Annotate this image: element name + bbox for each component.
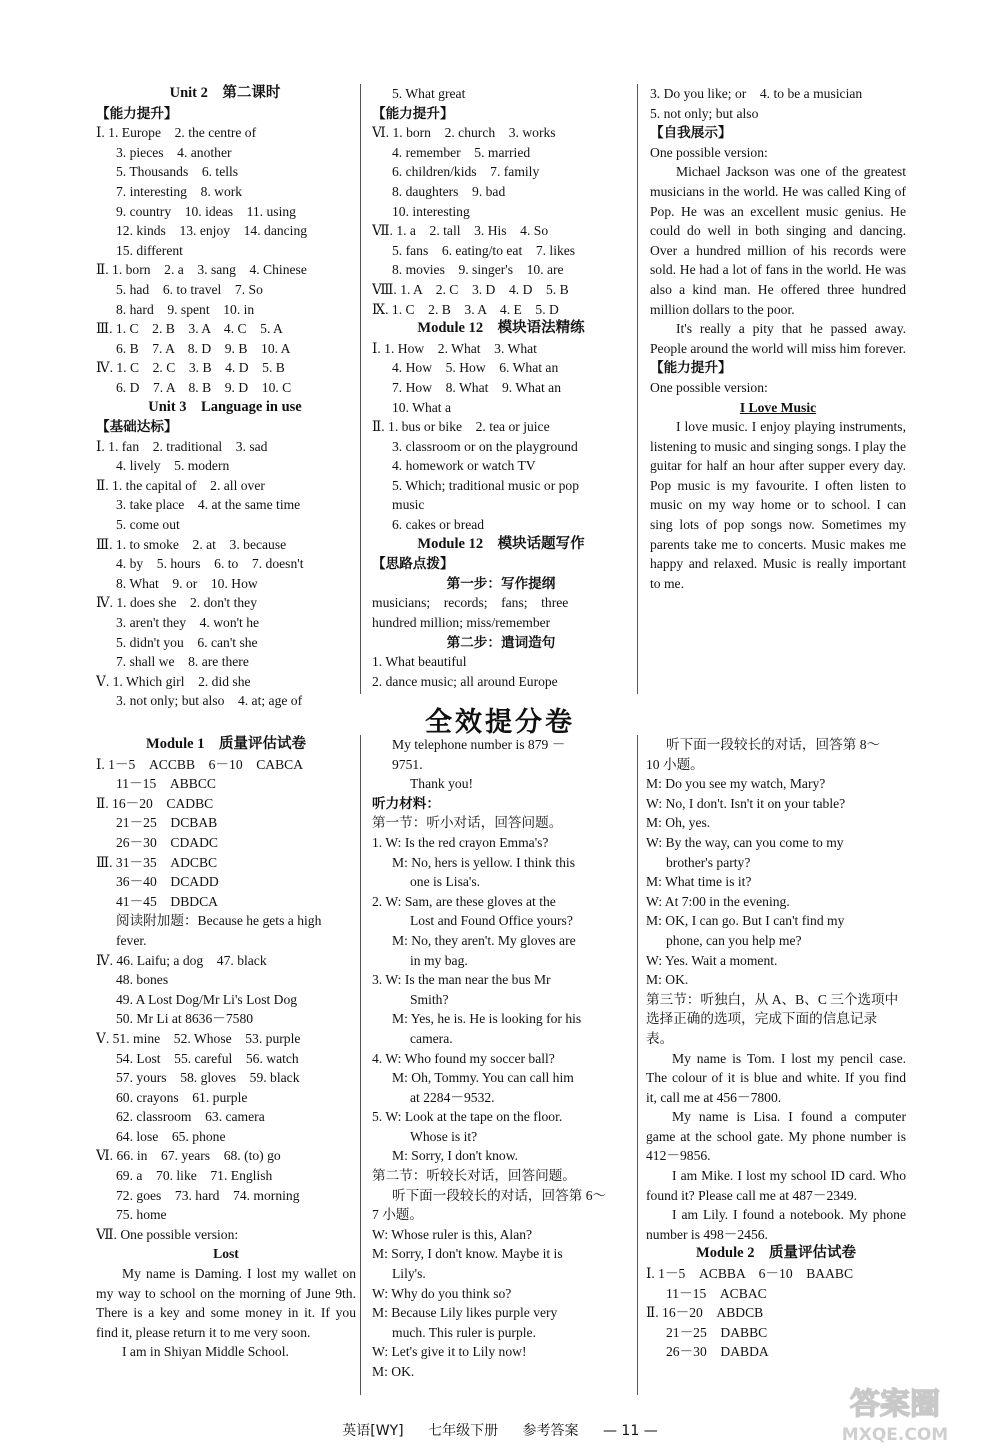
answer-line: M: Oh, yes. (646, 815, 711, 831)
answer-line: Ⅲ. 1. to smoke 2. at 3. because (96, 536, 287, 552)
answer-line: Lost (213, 1246, 239, 1262)
answer-line: 54. Lost 55. careful 56. watch (116, 1050, 299, 1066)
answer-line: Ⅳ. 46. Laifu; a dog 47. black (96, 952, 267, 968)
answer-line: 36－40 DCADD (116, 874, 219, 890)
answer-line: 3. take place 4. at the same time (116, 497, 301, 513)
answer-line: 5. not only; but also (650, 105, 759, 121)
answer-line: 48. bones (116, 972, 169, 988)
column-divider (637, 84, 638, 694)
answer-line: 第二步：遣词造句 (446, 634, 556, 650)
column-divider (360, 735, 361, 1395)
answer-line: 6. children/kids 7. family (392, 164, 540, 180)
section-title: Module 12 模块语法精练 (417, 320, 585, 337)
column-1 (96, 84, 354, 711)
answer-line: musicians; records; fans; three (372, 595, 569, 611)
answer-line: 10. interesting (392, 203, 470, 219)
answer-line: M: What time is it? (646, 874, 752, 890)
answer-line: 1. W: Is the red crayon Emma's? (372, 834, 549, 850)
column-2 (372, 84, 630, 691)
answer-line: 1. What beautiful (372, 654, 467, 670)
answer-line: 5. What great (392, 86, 466, 101)
answer-line: 5. Which; traditional music or pop (392, 477, 580, 493)
answer-line: M: Sorry, I don't know. Maybe it is (372, 1246, 563, 1262)
essay-paragraph: It's really a pity that he passed away. People around the world will miss him forever. (650, 321, 906, 356)
answer-line: M: Because Lily likes purple very (372, 1305, 558, 1321)
answer-line: 2. dance music; all around Europe (372, 673, 558, 689)
answer-line: 4. W: Who found my soccer ball? (372, 1050, 555, 1066)
answer-line: Lily's. (392, 1266, 426, 1282)
listening-paragraph: My name is Lisa. I found a computer game at the school gate. My phone number is 412－9856. (646, 1109, 906, 1164)
answer-line: music (392, 497, 425, 513)
answer-line: one is Lisa's. (410, 874, 481, 890)
column-6 (646, 735, 906, 1362)
answer-line: Ⅸ. 1. C 2. B 3. A 4. E 5. D (372, 301, 559, 317)
answer-line: Ⅱ. 1. born 2. a 3. sang 4. Chinese (96, 262, 307, 278)
answer-line: 3. classroom or on the playground (392, 438, 578, 454)
section-heading: 【能力提升】 (372, 105, 454, 121)
answer-line: 3. Do you like; or 4. to be a musician (650, 86, 863, 101)
answer-line: 表。 (646, 1030, 674, 1046)
answer-line: 75. home (116, 1207, 167, 1223)
answer-line: Ⅰ. 1－5 ACBBA 6－10 BAABC (646, 1266, 854, 1282)
answer-line: M: Yes, he is. He is looking for his (392, 1011, 582, 1027)
answer-line: W: By the way, can you come to my (646, 834, 844, 850)
footer-label: 参考答案 (522, 1423, 579, 1439)
answer-line: hundred million; miss/remember (372, 615, 551, 631)
answer-line: Ⅰ. 1. Europe 2. the centre of (96, 125, 257, 141)
answer-line: 15. different (116, 242, 183, 258)
answer-line: 9751. (392, 756, 423, 772)
section-banner: 全效提分卷 (425, 707, 575, 738)
answer-line: 72. goes 73. hard 74. morning (116, 1187, 300, 1203)
answer-line: W: Why do you think so? (372, 1285, 512, 1301)
answer-line: 3. not only; but also 4. at; age of (116, 693, 303, 709)
answer-line: Ⅰ. 1. How 2. What 3. What (372, 340, 537, 356)
answer-line: 50. Mr Li at 8636－7580 (116, 1011, 254, 1027)
answer-line: M: OK, I can go. But I can't find my (646, 913, 845, 929)
footer-subject: 英语[WY] (342, 1423, 404, 1439)
answer-line: 6. B 7. A 8. D 9. B 10. A (116, 340, 291, 356)
section-heading: 【能力提升】 (650, 360, 732, 376)
answer-line: 第一节：听小对话，回答问题。 (372, 815, 563, 831)
answer-line: M: No, hers is yellow. I think this (392, 854, 576, 870)
answer-line: 3. W: Is the man near the bus Mr (372, 972, 551, 988)
answer-line: 4. How 5. How 6. What an (392, 360, 559, 376)
answer-line: 7 小题。 (372, 1207, 423, 1223)
answer-line: Whose is it? (410, 1128, 478, 1144)
answer-line: 8. daughters 9. bad (392, 183, 506, 199)
answer-line: Thank you! (410, 776, 474, 792)
answer-line: W: Let's give it to Lily now! (372, 1344, 527, 1360)
answer-line: 62. classroom 63. camera (116, 1109, 265, 1125)
answer-line: W: No, I don't. Isn't it on your table? (646, 795, 846, 811)
answer-line: 49. A Lost Dog/Mr Li's Lost Dog (116, 991, 298, 1007)
answer-line: 听下面一段较长的对话，回答第 8～ (666, 737, 881, 752)
answer-line: 6. cakes or bread (392, 517, 485, 533)
answer-line: 8. What 9. or 10. How (116, 575, 258, 591)
answer-line: 57. yours 58. gloves 59. black (116, 1070, 300, 1086)
page-number: — 11 — (602, 1423, 658, 1439)
section-title: Module 1 质量评估试卷 (146, 736, 306, 752)
answer-line: in my bag. (410, 952, 468, 968)
essay-paragraph: I am in Shiyan Middle School. (122, 1344, 289, 1360)
column-3 (650, 84, 906, 593)
section-heading: 【自我展示】 (650, 125, 732, 141)
answer-line: Ⅱ. 16－20 CADBC (96, 795, 214, 811)
answer-line: 9. country 10. ideas 11. using (116, 203, 296, 219)
answer-line: 4. homework or watch TV (392, 458, 536, 474)
section-title: Module 2 质量评估试卷 (696, 1245, 856, 1262)
listening-paragraph: I am Lily. I found a notebook. My phone number is 498－2456. (646, 1207, 906, 1242)
answer-line: 11－15 ABBCC (116, 776, 216, 792)
column-divider (360, 84, 361, 694)
listening-paragraph: My name is Tom. I lost my pencil case. The colour of it is blue and white. If you find it, call me at 456－7800. (646, 1050, 906, 1105)
answer-line: 69. a 70. like 71. English (116, 1168, 273, 1184)
answer-line: 5. come out (116, 517, 180, 533)
answer-line: Ⅵ. 66. in 67. years 68. (to) go (96, 1148, 281, 1164)
answer-line: Ⅴ. 1. Which girl 2. did she (96, 673, 251, 689)
answer-line: camera. (410, 1030, 453, 1046)
answer-line: Ⅰ. 1－5 ACCBB 6－10 CABCA (96, 756, 304, 772)
essay-title: I Love Music (739, 399, 817, 415)
answer-line: M: No, they aren't. My gloves are (392, 932, 576, 948)
answer-line: 10 小题。 (646, 756, 704, 772)
watermark-url: MXQE.COM (841, 1425, 949, 1445)
answer-line: 41－45 DBDCA (116, 893, 218, 909)
answer-line: 26－30 CDADC (116, 834, 218, 850)
answer-line: at 2284－9532. (410, 1089, 495, 1105)
answer-line: 12. kinds 13. enjoy 14. dancing (116, 223, 308, 239)
answer-line: 7. How 8. What 9. What an (392, 379, 562, 395)
section-title: Module 12 模块话题写作 (417, 535, 585, 552)
answer-line: 4. by 5. hours 6. to 7. doesn't (116, 556, 304, 572)
answer-line: Ⅱ. 1. the capital of 2. all over (96, 477, 265, 493)
answer-line: Lost and Found Office yours? (410, 913, 573, 929)
footer-grade: 七年级下册 (428, 1423, 499, 1439)
answer-line: Ⅲ. 31－35 ADCBC (96, 854, 218, 870)
answer-line: fever. (116, 932, 147, 948)
section-heading: 【思路点拨】 (372, 556, 454, 572)
answer-line: 8. movies 9. singer's 10. are (392, 262, 564, 278)
answer-line: M: Sorry, I don't know. (392, 1148, 519, 1164)
answer-line: much. This ruler is purple. (392, 1324, 536, 1340)
watermark-logo (820, 1378, 970, 1446)
answer-line: 10. What a (392, 399, 452, 415)
section-heading: 【能力提升】 (96, 105, 178, 121)
answer-line: 4. lively 5. modern (116, 458, 230, 474)
answer-line: 选择正确的选项，完成下面的信息记录 (646, 1011, 878, 1027)
answer-line: M: OK. (646, 972, 689, 988)
answer-line: Ⅶ. 1. a 2. tall 3. His 4. So (372, 223, 549, 239)
answer-line: 7. shall we 8. are there (116, 654, 249, 670)
answer-line: 8. hard 9. spent 10. in (116, 301, 255, 317)
answer-line: My telephone number is 879 － (392, 737, 566, 752)
answer-line: Ⅴ. 51. mine 52. Whose 53. purple (96, 1030, 301, 1046)
column-4 (96, 735, 356, 1362)
essay-paragraph: I love music. I enjoy playing instruments, listening to music and singing songs. I play the guitar for half an hour after supper every day. Pop music is my favourite. I often listen to music on my way home or to school. I can sing lots of pop songs now. Sometimes my parents take me to concerts. Music makes me happy and relaxed. Music is really important to me. (650, 419, 906, 591)
column-divider (637, 735, 638, 1395)
answer-line: Ⅲ. 1. C 2. B 3. A 4. C 5. A (96, 321, 283, 337)
answer-line: phone, can you help me? (666, 932, 802, 948)
answer-line: 6. D 7. A 8. B 9. D 10. C (116, 379, 292, 395)
answer-line: 听下面一段较长的对话，回答第 6～ (392, 1187, 607, 1203)
column-5 (372, 735, 630, 1382)
answer-line: Ⅳ. 1. does she 2. don't they (96, 595, 258, 611)
watermark-text: 答案圈 (850, 1387, 940, 1422)
answer-line: 26－30 DABDA (666, 1344, 769, 1360)
answer-line: 3. pieces 4. another (116, 144, 232, 160)
answer-line: 阅读附加题：Because he gets a high (116, 913, 322, 929)
essay-paragraph: My name is Daming. I lost my wallet on my way to school on the morning of June 9th. There is a key and some money in it. If you find it, please return it to me very soon. (96, 1266, 356, 1340)
listening-paragraph: I am Mike. I lost my school ID card. Who found it? Please call me at 487－2349. (646, 1168, 906, 1203)
answer-line: Ⅵ. 1. born 2. church 3. works (372, 125, 556, 141)
answer-line: Smith? (410, 991, 449, 1007)
answer-line: Ⅱ. 16－20 ABDCB (646, 1305, 764, 1321)
answer-line: 64. lose 65. phone (116, 1128, 226, 1144)
answer-line: M: OK. (372, 1364, 415, 1379)
version-label: One possible version: (650, 379, 768, 395)
answer-line: 21－25 DCBAB (116, 815, 218, 831)
answer-line: Ⅷ. 1. A 2. C 3. D 4. D 5. B (372, 281, 569, 297)
answer-line: M: Oh, Tommy. You can call him (392, 1070, 574, 1086)
answer-line: 5. fans 6. eating/to eat 7. likes (392, 242, 576, 258)
answer-line: M: Do you see my watch, Mary? (646, 776, 826, 792)
answer-line: W: Whose ruler is this, Alan? (372, 1226, 533, 1242)
section-heading: 听力材料： (372, 795, 440, 811)
answer-line: W: At 7:00 in the evening. (646, 893, 790, 909)
answer-line: 5. W: Look at the tape on the floor. (372, 1109, 563, 1125)
answer-line: 第三节：听独白，从 A、B、C 三个选项中 (646, 991, 899, 1007)
section-title: Unit 3 Language in use (148, 398, 302, 415)
answer-line: 4. remember 5. married (392, 144, 531, 160)
answer-line: 2. W: Sam, are these gloves at the (372, 893, 556, 909)
answer-line: 第二节：听较长对话，回答问题。 (372, 1168, 576, 1184)
answer-line: Ⅰ. 1. fan 2. traditional 3. sad (96, 438, 268, 454)
answer-line: W: Yes. Wait a moment. (646, 952, 778, 968)
answer-line: 5. Thousands 6. tells (116, 164, 239, 180)
answer-line: 7. interesting 8. work (116, 183, 243, 199)
answer-line: 3. aren't they 4. won't he (116, 615, 260, 631)
answer-line: 5. didn't you 6. can't she (116, 634, 258, 650)
section-title: Unit 2 第二课时 (169, 85, 281, 101)
answer-line: 11－15 ACBAC (666, 1285, 767, 1301)
answer-line: brother's party? (666, 854, 751, 870)
answer-line: One possible version: (650, 144, 768, 160)
answer-line: 21－25 DABBC (666, 1324, 768, 1340)
answer-line: Ⅱ. 1. bus or bike 2. tea or juice (372, 419, 550, 435)
section-heading: 【基础达标】 (96, 419, 178, 435)
answer-line: Ⅶ. One possible version: (96, 1226, 239, 1242)
answer-line: 第一步：写作提纲 (446, 575, 556, 591)
essay-paragraph: Michael Jackson was one of the greatest musicians in the world. He was called King of Pop. He was an excellent music genius. He could do well in both singing and dancing. Over a hundred million of his records were sold. He had a lot of fans in the world. He was also a kind man. He offered three hundred million dollars to the poor. (650, 164, 906, 317)
answer-line: Ⅳ. 1. C 2. C 3. B 4. D 5. B (96, 360, 285, 376)
answer-line: 5. had 6. to travel 7. So (116, 281, 263, 297)
answer-line: 60. crayons 61. purple (116, 1089, 248, 1105)
